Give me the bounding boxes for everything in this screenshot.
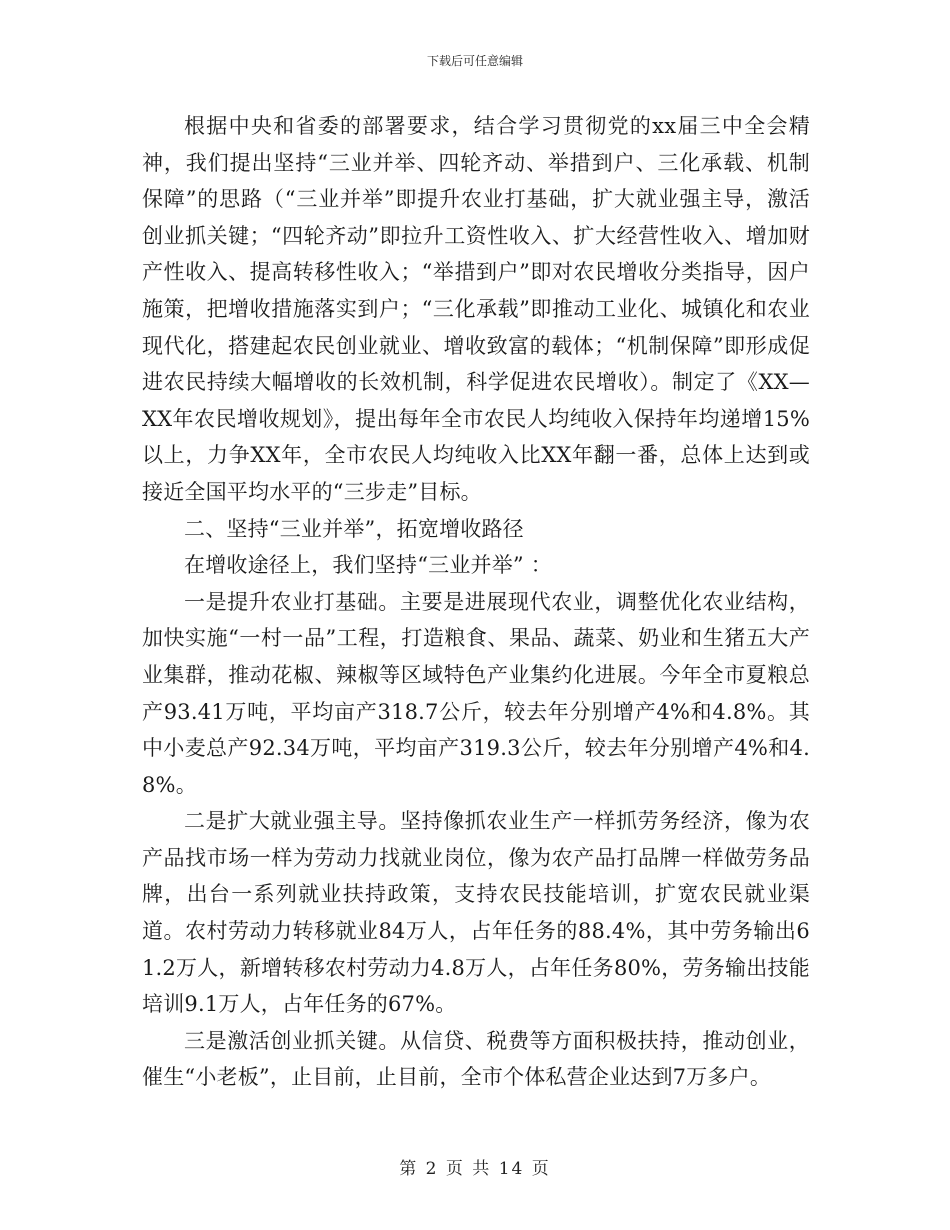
page-number-footer: 第 2 页 共 14 页 (399, 1159, 551, 1179)
paragraph-employment: 二是扩大就业强主导。坚持像抓农业生产一样抓劳务经济，像为农产品找市场一样为劳动力找就业岗位，像为农产品打品牌一样做劳务品牌，出台一系列就业扶持政策，支持农民技能培训，扩宽农民就业渠道。农村劳动力转移就业84万人，占年任务的88.4%，其中劳务输出61.2万人，新增转移农村劳动力4.8万人，占年任务80%，劳务输出技能培训9.1万人，占年任务的67%。 (142, 809, 810, 1017)
page-header-note: 下载后可任意编辑 (426, 54, 523, 68)
paragraph-entrepreneurship: 三是激活创业抓关键。从信贷、税费等方面积极扶持，推动创业，催生“小老板”，止目前，止目前，全市个体私营企业达到7万多户。 (142, 1028, 810, 1090)
section-heading-two: 二、坚持“三业并举”，拓宽增收路径 (184, 516, 524, 541)
document-body (142, 108, 810, 1096)
paragraph-intro: 根据中央和省委的部署要求，结合学习贯彻党的xx届三中全会精神，我们提出坚持“三业并举、四轮齐动、举措到户、三化承载、机制保障”的思路（“三业并举”即提升农业打基础，扩大就业强主导，激活创业抓关键；“四轮齐动”即拉升工资性收入、扩大经营性收入、增加财产性收入、提高转移性收入；“举措到户”即对农民增收分类指导，因户施策，把增收措施落实到户；“三化承载”即推动工业化、城镇化和农业现代化，搭建起农民创业就业、增收致富的载体；“机制保障”即形成促进农民持续大幅增收的长效机制，科学促进农民增收）。制定了《XX—XX年农民增收规划》，提出每年全市农民人均纯收入保持年均递增15%以上，力争XX年，全市农民人均纯收入比XX年翻一番，总体上达到或接近全国平均水平的“三步走”目标。 (142, 114, 810, 504)
paragraph-agriculture: 一是提升农业打基础。主要是进展现代农业，调整优化农业结构，加快实施“一村一品”工程，打造粮食、果品、蔬菜、奶业和生猪五大产业集群，推动花椒、辣椒等区域特色产业集约化进展。今年全市夏粮总产93.41万吨，平均亩产318.7公斤，较去年分别增产4%和4.8%。其中小麦总产92.34万吨，平均亩产319.3公斤，较去年分别增产4%和4.8%。 (142, 589, 810, 797)
paragraph-approach: 在增收途径上，我们坚持“三业并举” ： (184, 553, 552, 578)
